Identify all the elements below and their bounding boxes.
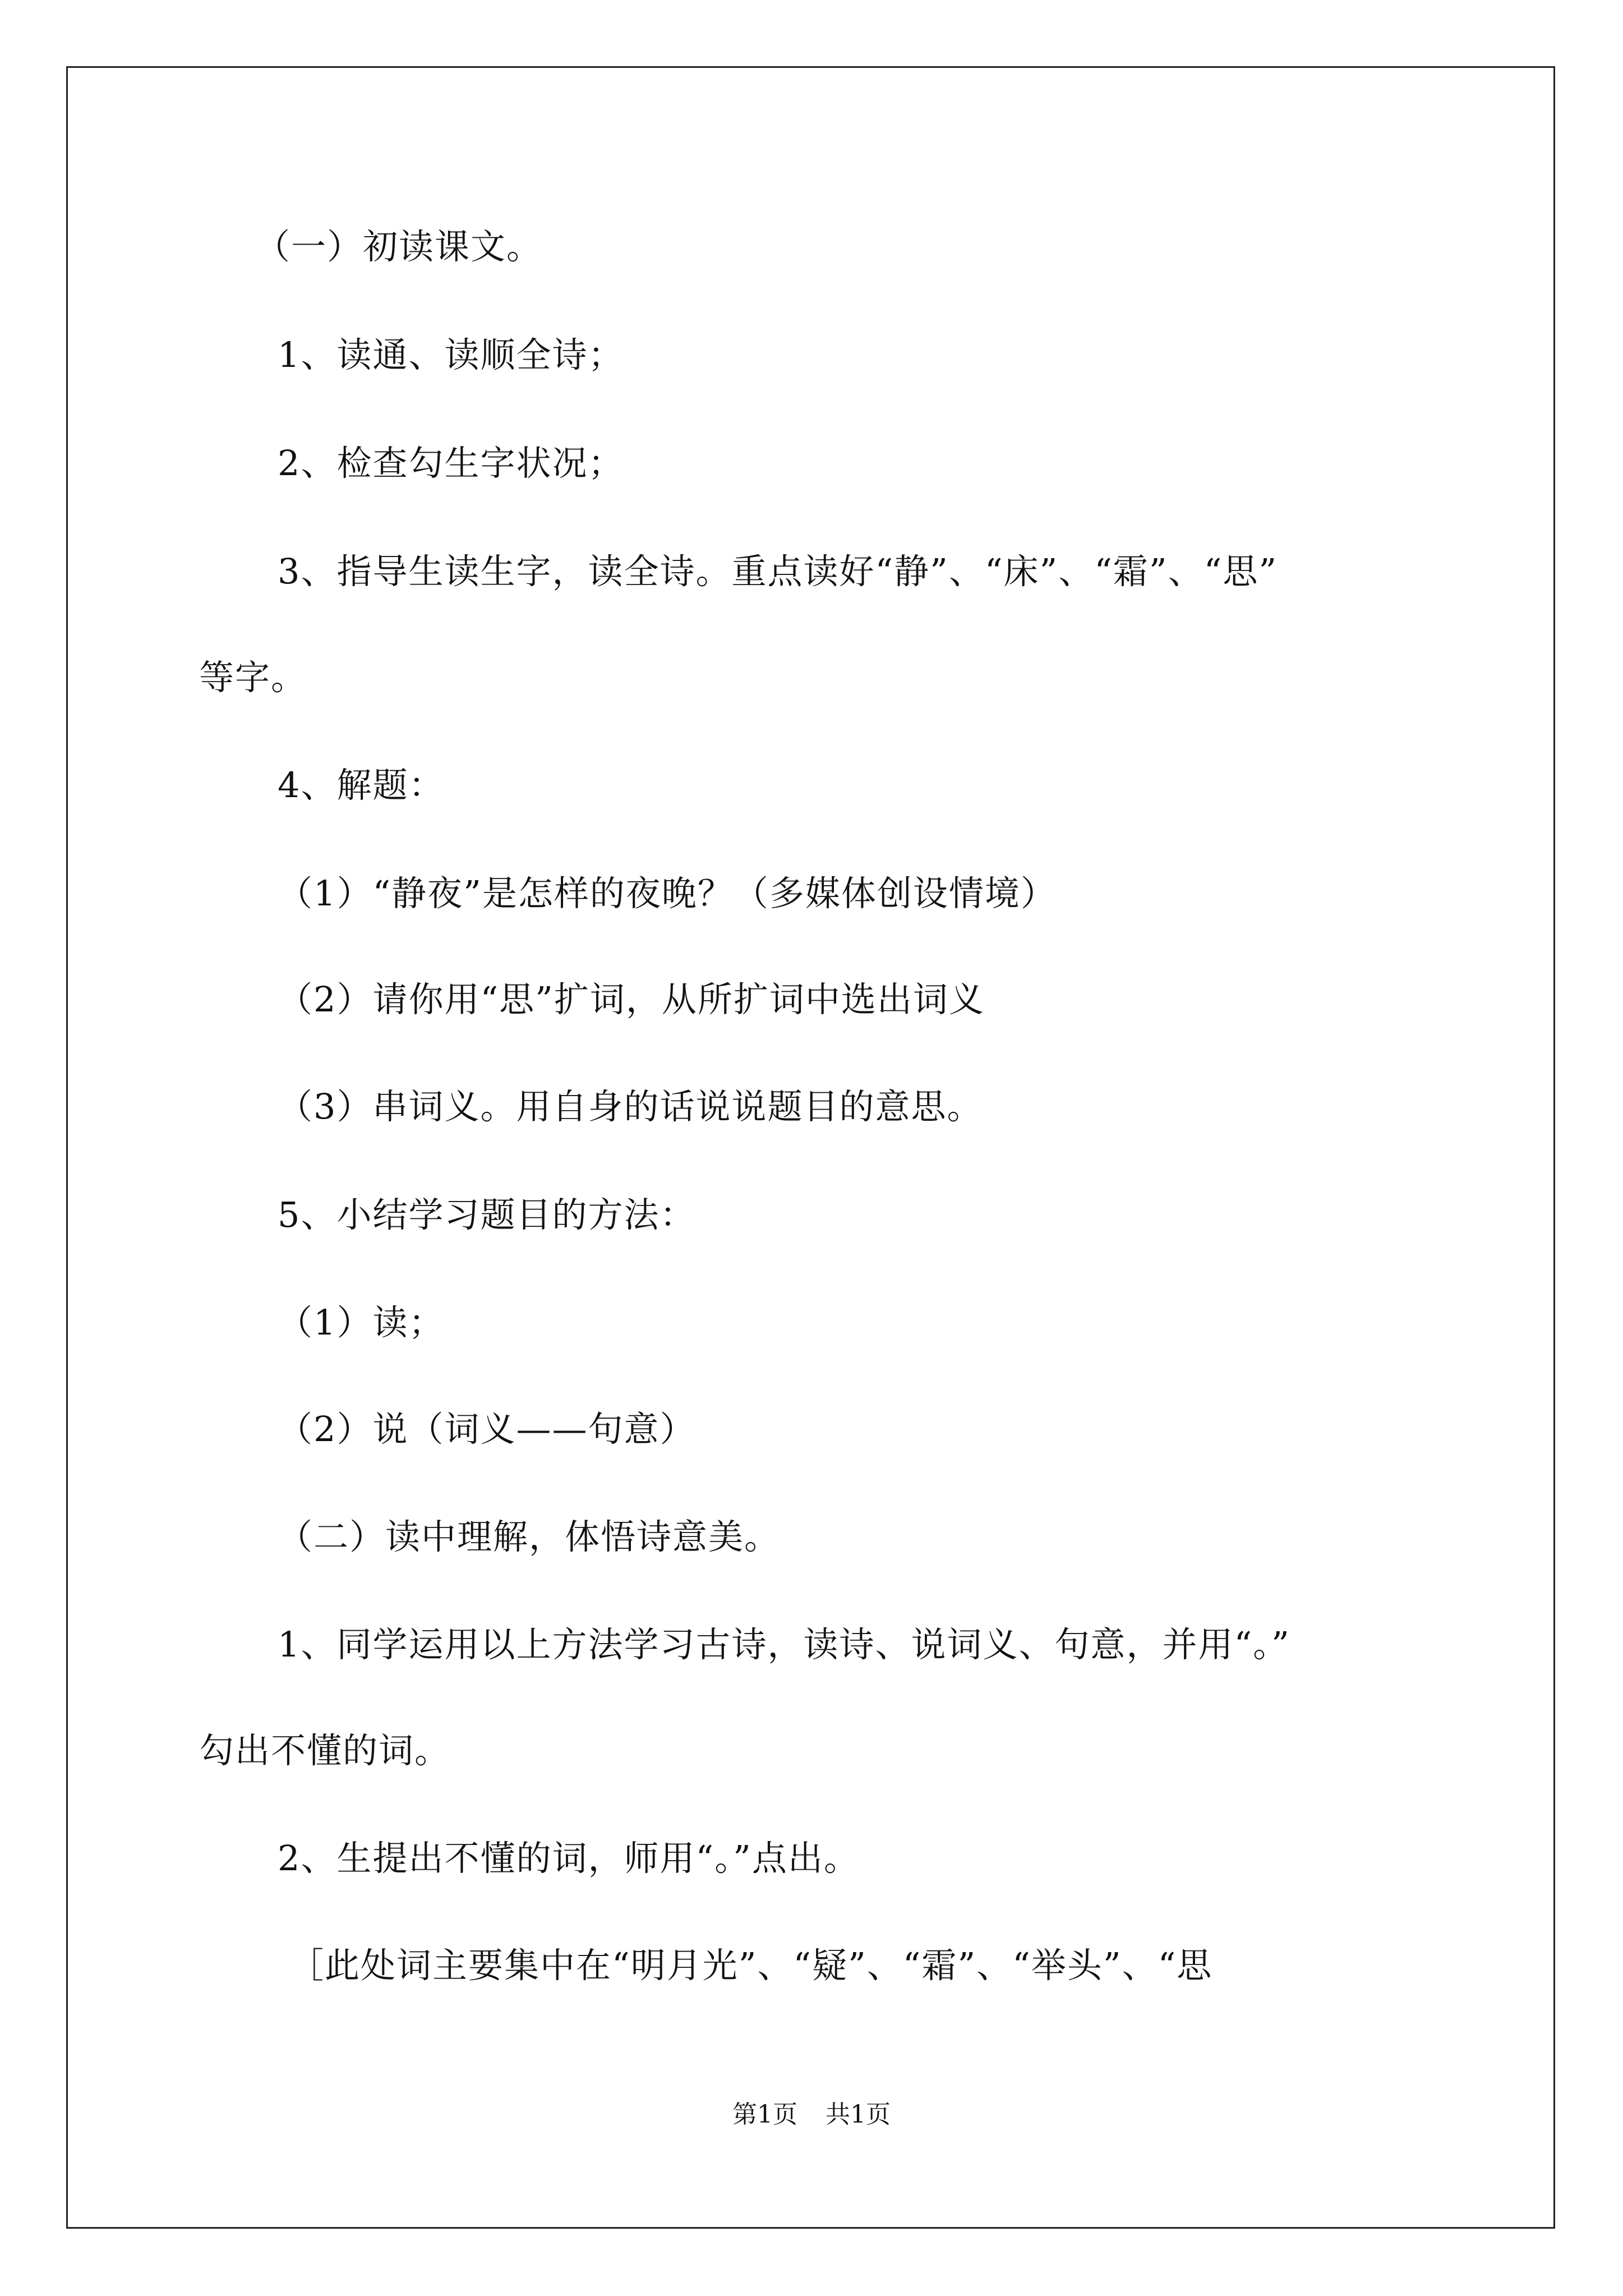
- text-line: 2、检查勾生字状况；: [278, 443, 624, 484]
- text-line: 勾出不懂的词。: [199, 1730, 451, 1771]
- text-line: 4、解题：: [278, 765, 445, 806]
- text-line: （二）读中理解，体悟诗意美。: [278, 1516, 781, 1557]
- page-total: 共1页: [826, 2100, 891, 2129]
- text-line: 5、小结学习题目的方法：: [278, 1194, 696, 1235]
- page-number: 第1页: [732, 2100, 797, 2129]
- text-line: 等字。: [199, 657, 307, 698]
- page-footer: [0, 2098, 1623, 2132]
- text-line: 3、指导生读生字，读全诗。重点读好“静”、“床”、“霜”、“思”: [278, 551, 1278, 592]
- text-line: 1、同学运用以上方法学习古诗，读诗、说词义、句意，并用“。”: [278, 1624, 1290, 1665]
- text-line: （1）读；: [278, 1302, 445, 1343]
- text-line: ［此处词主要集中在“明月光”、“疑”、“霜”、“举头”、“思: [289, 1945, 1213, 1986]
- page-border: [66, 66, 1555, 2229]
- text-line: （一）初读课文。: [255, 226, 543, 267]
- text-line: 1、读通、读顺全诗；: [278, 334, 624, 375]
- text-line: （3）串词义。用自身的话说说题目的意思。: [278, 1086, 983, 1127]
- text-line: （1）“静夜”是怎样的夜晚？（多媒体创设情境）: [278, 873, 1057, 914]
- text-line: （2）请你用“思”扩词，从所扩词中选出词义: [278, 979, 985, 1020]
- text-line: 2、生提出不懂的词，师用“。”点出。: [278, 1838, 860, 1879]
- text-line: （2）说（词义——句意）: [278, 1409, 696, 1450]
